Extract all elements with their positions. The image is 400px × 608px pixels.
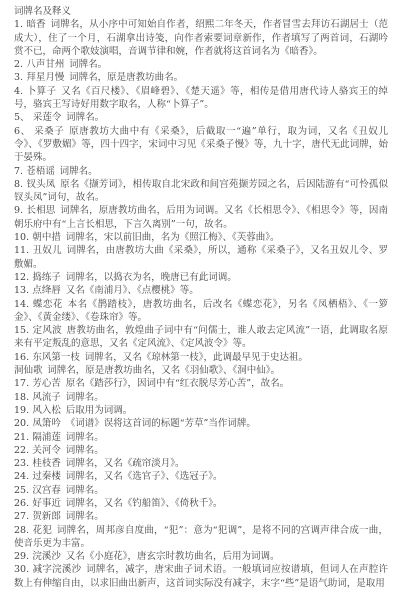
entry-term: 朝中措 <box>32 232 61 244</box>
list-item <box>14 271 388 284</box>
entry-number: 27. <box>14 511 30 523</box>
entry-term: 桂枝香 <box>32 458 61 470</box>
document-title: 词牌名及释义 <box>14 6 72 17</box>
entry-term: 卜算子 <box>26 85 57 97</box>
entry-definition: 词牌名，原是唐教坊曲名，又名《羽仙歌》、《洞中仙》。 <box>47 365 281 377</box>
entry-definition: 词牌名，又名《选官子》、《选冠子》。 <box>65 471 223 483</box>
entry-number: 22. <box>14 444 30 456</box>
entry-number: 24. <box>14 471 30 483</box>
entry-definition: 词牌名，又名《钓船笛》、《倚秋千》。 <box>65 497 223 509</box>
entry-definition: 原名《撷芳词》，相传取自北宋政和间宫苑撷芳园之名，后因陆游有“可怜孤似钗头凤”词句，故名。 <box>14 178 388 204</box>
entry-definition: 词牌名。 <box>65 431 104 443</box>
entry-term: 减字浣溪沙 <box>32 564 82 576</box>
entry-definition: 唐教坊曲名，敦煌曲子词中有“问儒士，谁人敢去定风流”一语，此调取名原来有平定叛乱的意思，又名《定风流》、《定风波令》等。 <box>14 325 388 350</box>
entry-term: 拜星月慢 <box>26 72 65 84</box>
entry-definition: 本名《鹊踏枝》，唐教坊曲名，后改名《蝶恋花》，另名《凤栖梧》、《一箩金》、《黄金缕》、《卷珠帘》等。 <box>14 298 388 323</box>
entry-term: 过秦楼 <box>32 471 61 483</box>
list-item <box>14 178 388 205</box>
entry-number: 28. <box>14 524 30 536</box>
entry-term: 花犯 <box>32 524 53 536</box>
entry-number: 9. <box>14 205 24 217</box>
list-item <box>14 351 388 364</box>
entry-definition: 又名《小庭花》，唐玄宗时教坊曲名，后用为词调。 <box>65 551 280 563</box>
entry-definition: 《词谱》误将这首词的标题“芳草”当作词牌。 <box>65 418 256 430</box>
entry-term: 长相思 <box>26 205 56 217</box>
entry-number: 26. <box>14 497 30 509</box>
list-item <box>14 71 388 84</box>
entry-term: 采桑子 <box>34 125 65 137</box>
list-item <box>14 298 388 325</box>
list-item <box>14 417 388 430</box>
entry-definition: 又名《南浦月》、《点樱桃》等。 <box>65 285 199 297</box>
entry-term: 风入松 <box>32 404 61 416</box>
entry-number: 5、 <box>14 112 30 124</box>
entry-definition: 词牌名，减字，唐宋曲子词术语。一般填词应按谱填，但词人在声腔许数上有伸缩自由，以求旧曲出新声，这首词实际没有减字，末字“些”是语气助词，是取用 <box>14 564 388 589</box>
entry-term: 八声甘州 <box>26 59 65 71</box>
entry-number: 18. <box>14 391 30 403</box>
entry-definition: 词牌名，又名《琼林第一枝》，此调最早见于史达祖。 <box>84 351 308 363</box>
entry-number: 3. <box>14 72 24 84</box>
list-item <box>14 85 388 112</box>
entry-term: 凤箫吟 <box>32 418 61 430</box>
entry-definition: 原唐教坊大曲中有《采桑》，后截取一“遍”单行，取为词，又名《丑奴儿令》、《罗敷媚》等，四十四字，宋词中习见《采桑子慢》等，九十字，唐代无此词牌，始于晏殊。 <box>14 125 388 164</box>
list-item <box>14 165 388 178</box>
entry-definition: 后取用为词调。 <box>65 404 133 416</box>
list-item <box>14 111 388 124</box>
list-item <box>14 58 388 71</box>
entry-definition: 词牌名，由唐教坊大曲《采桑》，所以，通称《采桑子》，又名丑奴儿令、罗敷媚。 <box>14 245 388 270</box>
entry-definition: 词牌名。 <box>66 112 105 124</box>
entry-term: 暗香 <box>26 19 46 31</box>
list-item <box>14 444 388 457</box>
entry-definition: 词牌名。 <box>69 59 108 71</box>
entry-term: 东风第一枝 <box>32 351 80 363</box>
entry-term: 隔浦莲 <box>32 431 61 443</box>
list-item <box>14 125 388 165</box>
entry-term: 丑奴儿 <box>32 245 62 257</box>
entry-number: 29. <box>14 551 30 563</box>
list-item <box>14 377 388 390</box>
entry-number: 12. <box>14 271 30 283</box>
list-item <box>14 404 388 417</box>
entry-number: 10. <box>14 232 30 244</box>
entry-term: 洞仙歌 <box>14 365 43 377</box>
entry-number: 6、 <box>14 125 31 137</box>
entry-number: 1. <box>14 19 24 31</box>
entry-definition: 词牌名，周邦彦自度曲，“犯”：意为“犯调”，是将不同的宫调声律合成一曲，使音乐更为丰富。 <box>14 524 388 549</box>
entry-number: 15. <box>14 325 30 337</box>
entry-term: 定风波 <box>32 325 62 337</box>
entry-term: 贺新郎 <box>32 511 61 523</box>
entry-number: 13. <box>14 285 30 297</box>
entry-definition: 词牌名，又名《疏帘淡月》。 <box>65 458 185 470</box>
entry-number: 4. <box>14 85 24 97</box>
list-item <box>14 457 388 470</box>
entry-term: 采莲令 <box>32 112 62 124</box>
entry-term: 好事近 <box>32 497 61 509</box>
list-item <box>14 391 388 404</box>
entry-definition: 词牌名，宋以前旧曲，名为《照江梅》、《芙蓉曲》。 <box>65 232 280 244</box>
entry-term: 点绛唇 <box>32 285 61 297</box>
entry-number: 21. <box>14 431 30 443</box>
entry-term: 捣练子 <box>32 271 61 283</box>
entry-number: 20. <box>14 418 30 430</box>
entry-definition: 词牌名，以捣衣为名，晚唐已有此词调。 <box>65 271 237 283</box>
entry-definition: 词牌名。 <box>59 165 98 177</box>
list-item <box>14 510 388 523</box>
list-item <box>14 231 388 244</box>
entry-number: 23. <box>14 458 30 470</box>
list-item <box>14 364 388 377</box>
list-item <box>14 550 388 563</box>
entry-number: 8. <box>14 178 24 190</box>
entry-number: 2. <box>14 59 24 71</box>
entry-definition: 词牌名。 <box>65 511 104 523</box>
entry-term: 风流子 <box>32 391 61 403</box>
entry-term: 关河令 <box>32 444 61 456</box>
entry-definition: 词牌名，原唐教坊曲名，后用为词调。又名《长相思令》、《相思令》等，因南朝乐府中有“上言长相思，下言久离别”一句，故名。 <box>14 205 388 230</box>
entry-definition: 词牌名，原是唐教坊曲名。 <box>69 72 184 84</box>
list-item <box>14 18 388 58</box>
list-item <box>14 524 388 551</box>
entry-term: 苍梧谣 <box>26 165 55 177</box>
list-item <box>14 563 388 590</box>
entry-term: 钗头凤 <box>26 178 56 190</box>
entry-term: 蝶恋花 <box>32 298 63 310</box>
entry-definition: 词牌名。 <box>65 484 104 496</box>
list-item <box>14 484 388 497</box>
entry-number: 16. <box>14 351 30 363</box>
entry-number: 17. <box>14 378 30 390</box>
entry-term: 芳心苦 <box>32 378 61 390</box>
entry-number: 11. <box>14 245 30 257</box>
list-item <box>14 204 388 231</box>
list-item <box>14 284 388 297</box>
list-item <box>14 431 388 444</box>
entry-definition: 又名《百尺楼》、《眉峰碧》、《楚天遥》等，相传是借用唐代诗人骆宾王的绰号，骆宾王写诗好用数字取名，人称“卜算子”。 <box>14 85 388 111</box>
entry-definition: 词牌名。 <box>65 391 104 403</box>
entry-term: 汉宫春 <box>32 484 61 496</box>
list-item <box>14 324 388 351</box>
entry-number: 7. <box>14 165 24 177</box>
entry-number: 30. <box>14 564 30 576</box>
list-item <box>14 470 388 483</box>
entry-number: 14. <box>14 298 30 310</box>
entry-definition: 原名《踏莎行》，因词中有“红衣脱尽芳心苦”，故名。 <box>65 378 290 390</box>
entry-number: 19. <box>14 404 30 416</box>
list-item <box>14 244 388 271</box>
entry-definition: 词牌名，从小序中可知始自作者，绍熙二年冬天，作者冒雪去拜访石湖居士（范成大），住了一个月，石湖拿出诗笺，向作者索要词章新作，作者填写了两首词，石湖吟赏不已，命两个歌妓演唱，音调节律和婉，作者就将这首词名为《暗香》。 <box>14 19 388 57</box>
entry-number: 25. <box>14 484 30 496</box>
entry-term: 浣溪沙 <box>32 551 61 563</box>
list-item <box>14 497 388 510</box>
entry-list <box>14 18 388 590</box>
entry-definition: 词牌名。 <box>65 444 104 456</box>
